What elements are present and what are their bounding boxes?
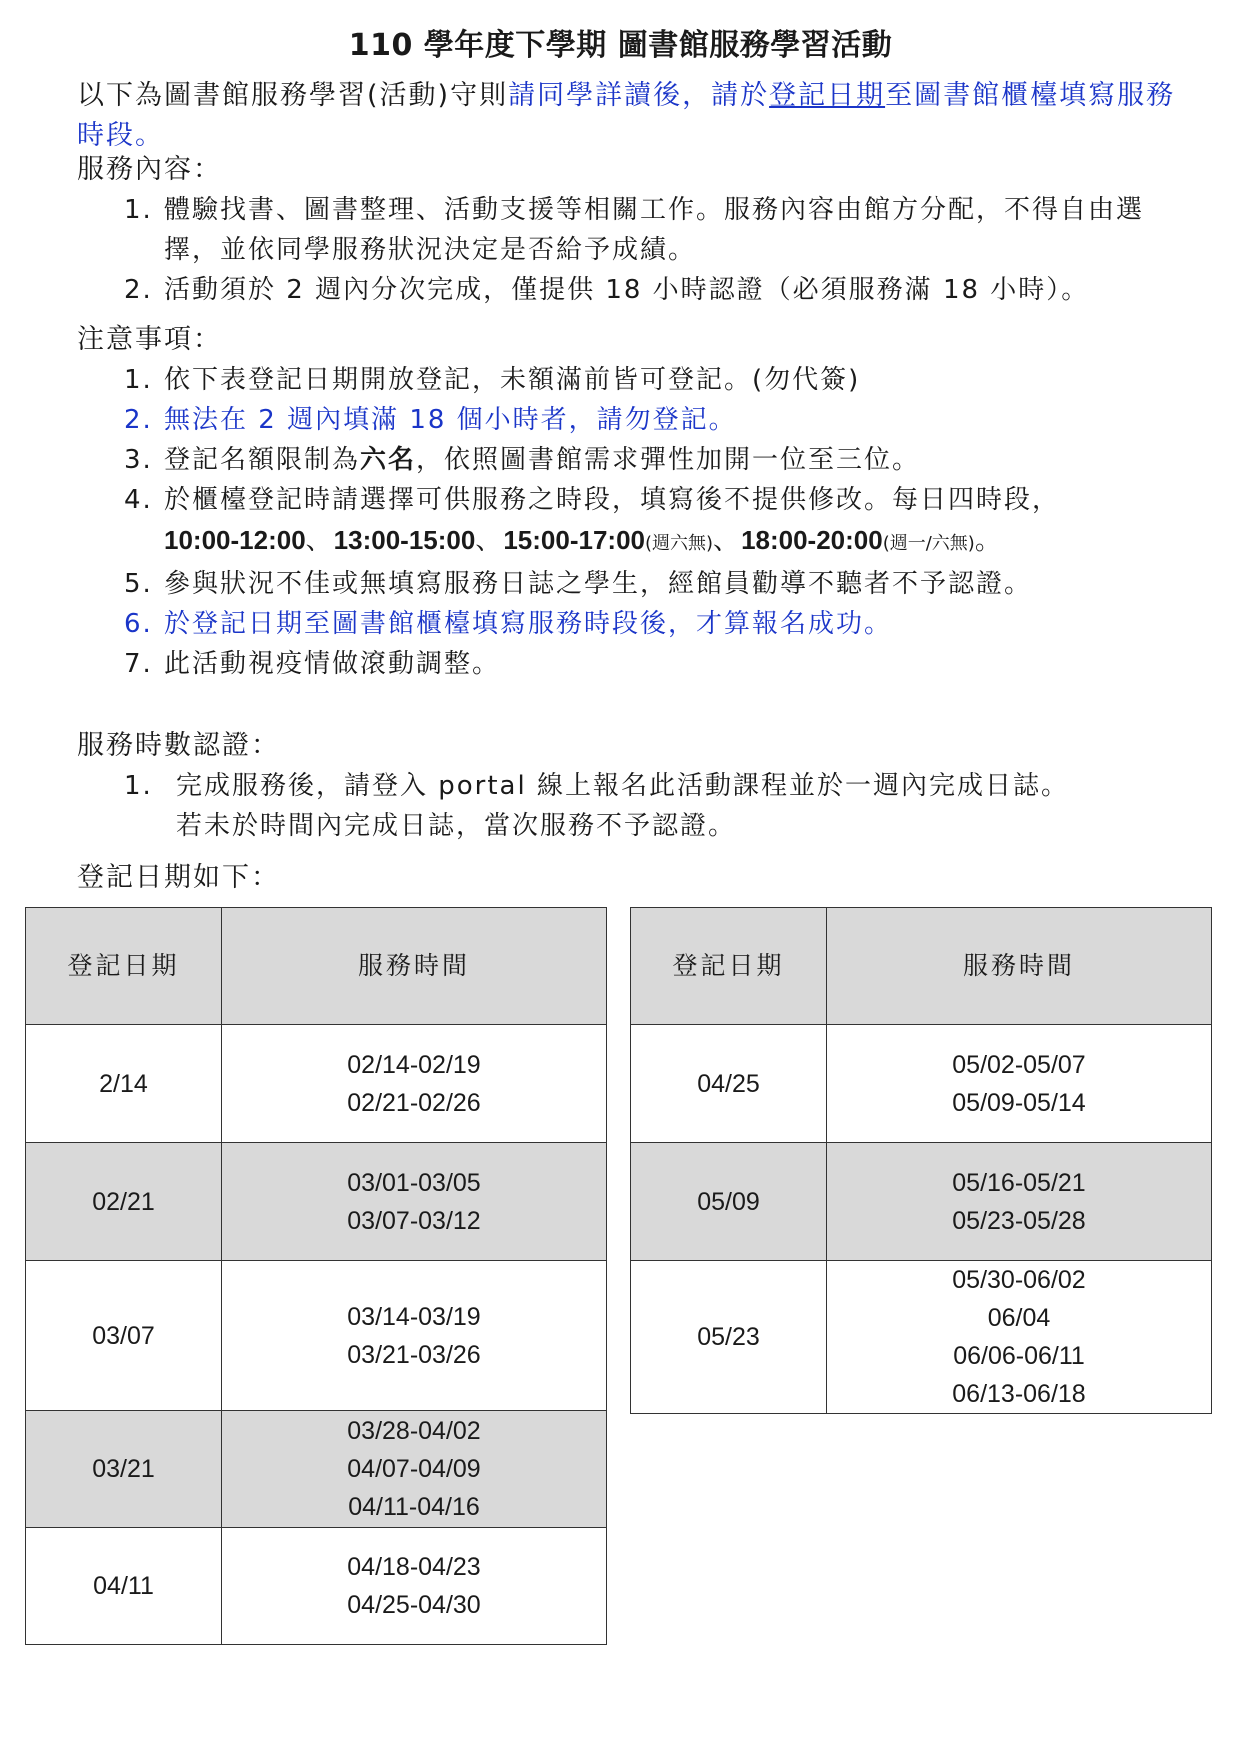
intro-rules: 以下為圖書館服務學習(活動)守則 [77, 80, 509, 111]
schedule-table-right [630, 907, 1212, 1414]
list-item: 1. 完成服務後，請登入 portal 線上報名此活動課程並於一週內完成日誌。 若未於時間內完成日誌，當次服務不予認證。 [124, 771, 1069, 841]
header-date: 登記日期 [26, 908, 222, 1025]
table-row: 05/09 05/16-05/21 05/23-05/28 [631, 1143, 1212, 1261]
list-item: 2. 無法在 2 週內填滿 18 個小時者，請勿登記。 [124, 405, 737, 435]
table-row: 03/21 03/28-04/02 04/07-04/09 04/11-04/16 [26, 1411, 607, 1528]
table-row: 02/21 03/01-03/05 03/07-03/12 [26, 1143, 607, 1261]
header-date: 登記日期 [631, 908, 827, 1025]
certification-heading: 服務時數認證： [77, 730, 280, 761]
intro-instruction-end: 至圖書館櫃檯填寫服務時段。 [77, 80, 1176, 151]
intro-instruction: 請同學詳讀後，請於 [508, 80, 770, 111]
list-item: 1. 體驗找書、圖書整理、活動支援等相關工作。服務內容由館方分配，不得自由選擇，並依同學服務狀況決定是否給予成績。 [124, 195, 1145, 265]
table-row: 2/14 02/14-02/19 02/21-02/26 [26, 1025, 607, 1143]
table-row: 04/25 05/02-05/07 05/09-05/14 [631, 1025, 1212, 1143]
certification-list [124, 766, 1184, 846]
list-item: 1. 依下表登記日期開放登記，未額滿前皆可登記。(勿代簽) [124, 365, 861, 395]
list-item: 6. 於登記日期至圖書館櫃檯填寫服務時段後，才算報名成功。 [124, 609, 893, 639]
list-item: 4. 於櫃檯登記時請選擇可供服務之時段，填寫後不提供修改。每日四時段， 10:00-12:00、13:00-15:00、15:00-17:00(週六無)、18:00-20:00(週一/六無)。 [124, 485, 1061, 556]
table-row: 04/11 04/18-04/23 04/25-04/30 [26, 1528, 607, 1645]
table-row: 03/07 03/14-03/19 03/21-03/26 [26, 1261, 607, 1411]
service-content-list [124, 190, 1184, 310]
page-title: 110 學年度下學期 圖書館服務學習活動 [348, 28, 893, 63]
notes-heading: 注意事項： [77, 324, 222, 355]
header-time: 服務時間 [827, 908, 1212, 1025]
list-item: 2. 活動須於 2 週內分次完成，僅提供 18 小時認證（必須服務滿 18 小時）。 [124, 275, 1090, 305]
notes-list [124, 360, 1184, 684]
header-time: 服務時間 [222, 908, 607, 1025]
table-row: 05/23 05/30-06/02 06/04 06/06-06/11 06/13-06/18 [631, 1261, 1212, 1414]
schedule-table-left [25, 907, 607, 1645]
intro-paragraph [77, 76, 1177, 156]
list-item: 5. 參與狀況不佳或無填寫服務日誌之學生，經館員勸導不聽者不予認證。 [124, 569, 1033, 599]
list-item: 7. 此活動視疫情做滾動調整。 [124, 649, 501, 679]
service-content-heading: 服務內容： [77, 154, 222, 185]
schedule-heading: 登記日期如下： [77, 862, 280, 893]
list-item: 3. 登記名額限制為六名，依照圖書館需求彈性加開一位至三位。 [124, 445, 921, 475]
intro-register-date: 登記日期 [769, 80, 886, 111]
